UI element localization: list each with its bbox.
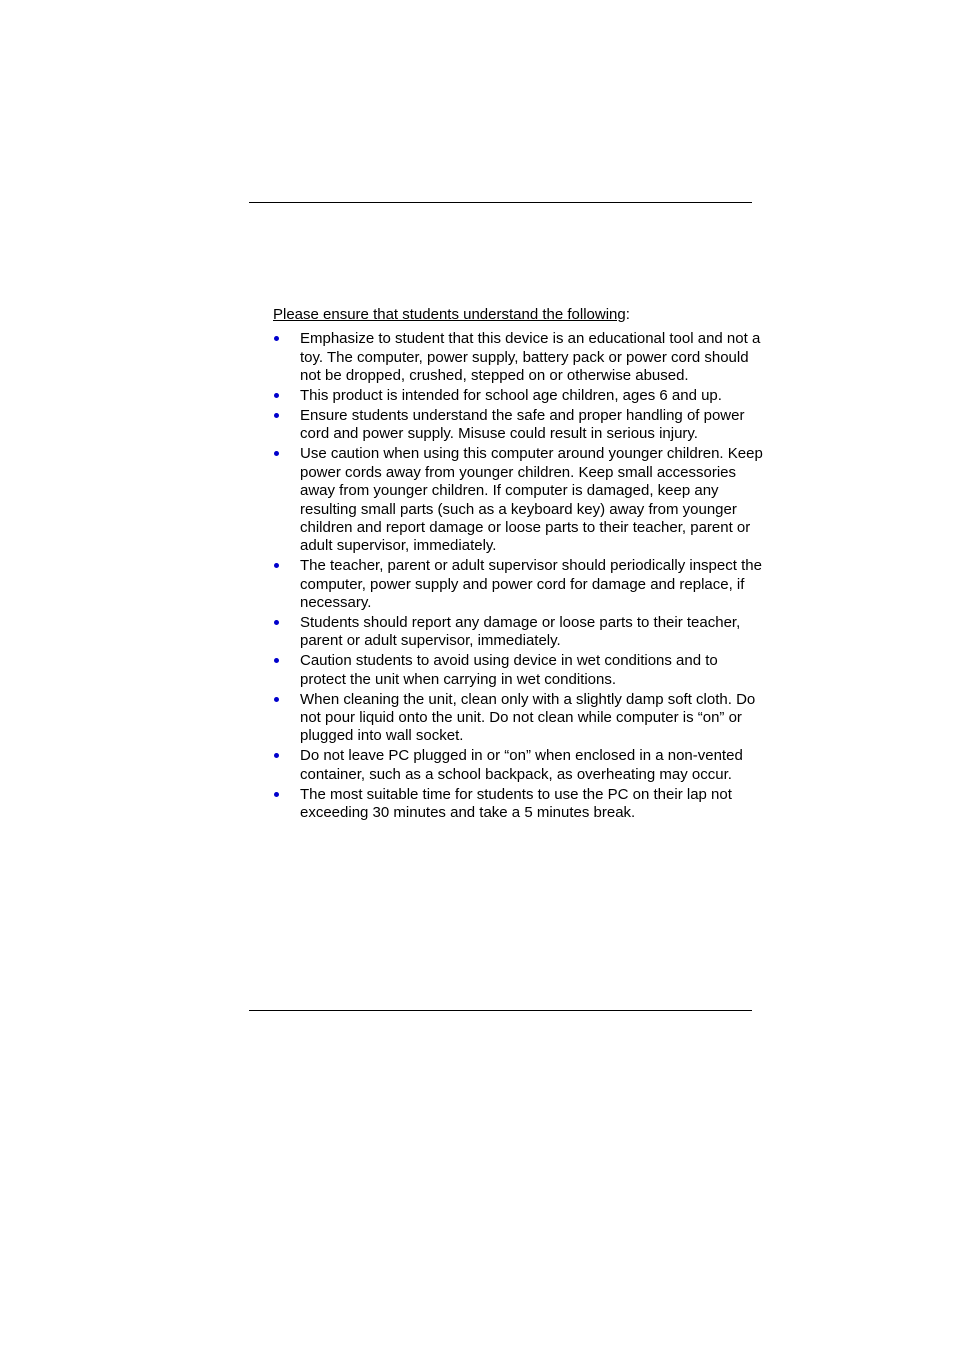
bullet-icon	[274, 658, 279, 663]
list-item-text: Ensure students understand the safe and proper handling of power cord and power supply. Misuse could result in serious injury.	[300, 407, 745, 443]
bullet-icon	[274, 393, 279, 398]
list-item-text: Caution students to avoid using device in wet conditions and to protect the unit when carrying in wet conditions.	[300, 652, 718, 688]
intro-text: Please ensure that students understand the following	[273, 306, 626, 323]
list-item-text: The most suitable time for students to use the PC on their lap not exceeding 30 minutes and take a 5 minutes break.	[300, 785, 732, 822]
list-item	[273, 407, 763, 444]
list-item-text: The teacher, parent or adult supervisor should periodically inspect the computer, power supply and power cord for damage and replace, if necessary.	[300, 557, 762, 612]
list-item	[273, 691, 763, 746]
intro-colon: :	[625, 306, 630, 323]
list-item-text: This product is intended for school age children, ages 6 and up.	[300, 387, 722, 405]
list-item	[273, 387, 763, 405]
bullet-icon	[274, 753, 279, 758]
intro-paragraph	[273, 306, 763, 324]
list-item	[273, 557, 763, 612]
list-item	[273, 747, 763, 784]
list-item	[273, 652, 763, 689]
list-item	[273, 330, 763, 385]
list-item	[273, 614, 763, 651]
list-item-text: Use caution when using this computer around younger children. Keep power cords away from younger children. Keep small accessories away from younger children. If computer is damaged, keep any resulting small parts (such as a keyboard key) away from younger children and report damage or loose parts to their teacher, parent or adult supervisor, immediately.	[300, 445, 763, 555]
bullet-icon	[274, 792, 279, 797]
header-divider	[249, 202, 752, 203]
bullet-icon	[274, 451, 279, 456]
list-item	[273, 786, 763, 823]
bullet-icon	[274, 413, 279, 418]
list-item-text: Students should report any damage or loose parts to their teacher, parent or adult supervisor, immediately.	[300, 614, 741, 650]
bullet-icon	[274, 697, 279, 702]
bullet-icon	[274, 563, 279, 568]
bullet-icon	[274, 336, 279, 341]
safety-bullet-list	[273, 330, 763, 822]
list-item	[273, 445, 763, 555]
footer-divider	[249, 1010, 752, 1011]
list-item-text: When cleaning the unit, clean only with a slightly damp soft cloth. Do not pour liquid onto the unit. Do not clean while computer is “on” or plugged into wall socket.	[300, 690, 756, 745]
bullet-icon	[274, 620, 279, 625]
list-item-text: Emphasize to student that this device is an educational tool and not a toy. The computer, power supply, battery pack or power cord should not be dropped, crushed, stepped on or otherwise abused.	[300, 330, 761, 385]
safety-instructions	[273, 306, 763, 824]
list-item-text: Do not leave PC plugged in or “on” when enclosed in a non-vented container, such as a school backpack, as overheating may occur.	[300, 747, 743, 783]
